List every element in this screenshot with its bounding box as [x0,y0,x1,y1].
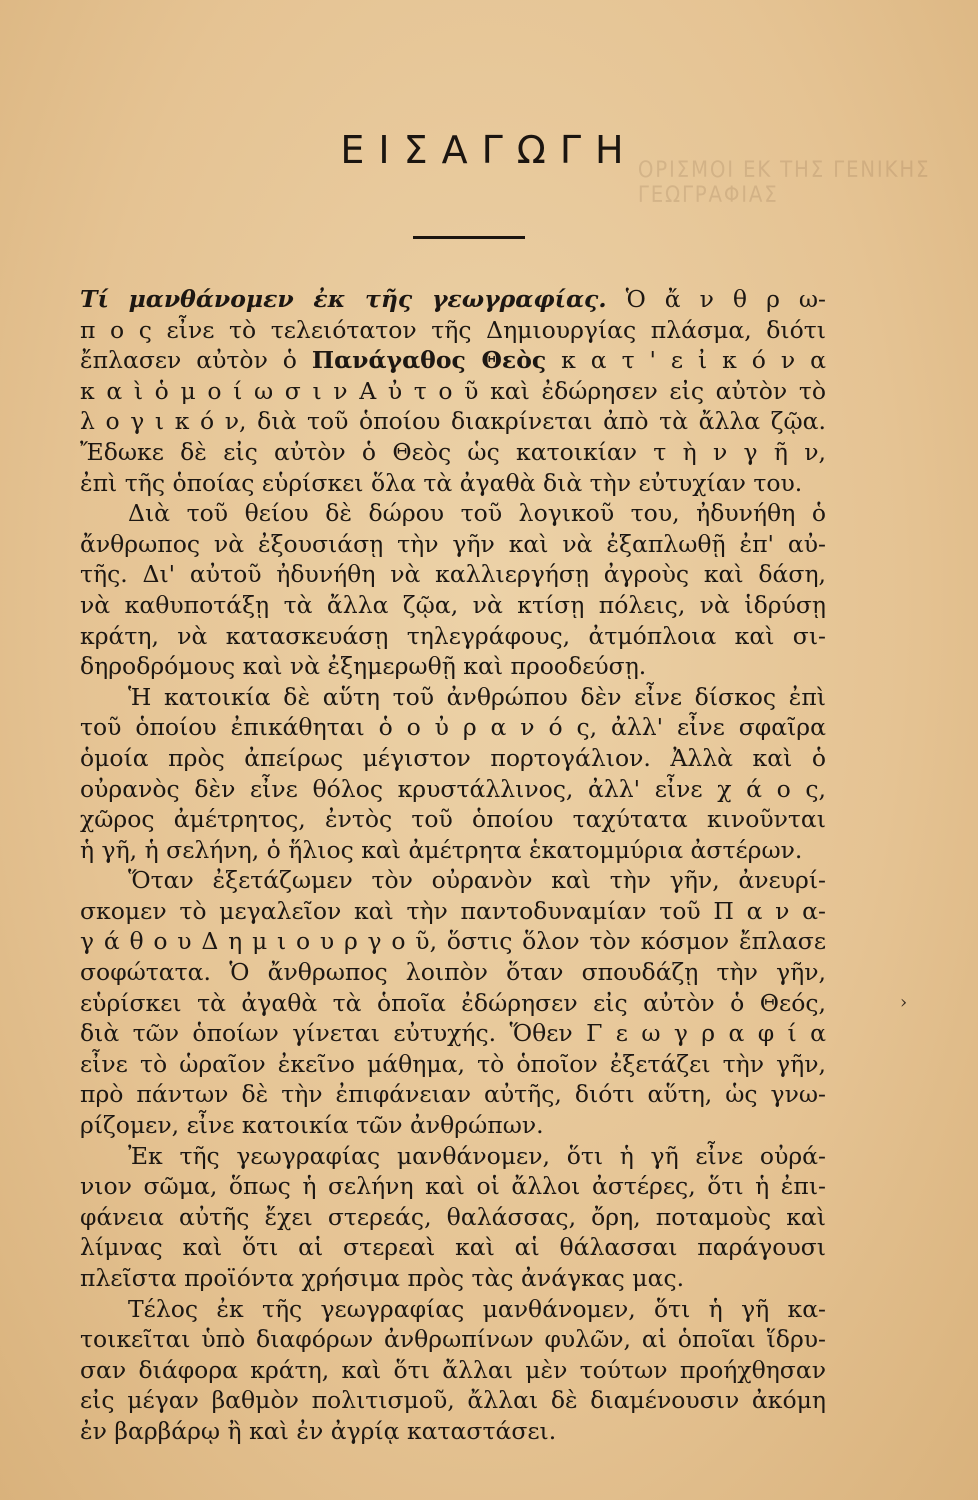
text-fragment: χῶρος ἀμέτρητος, ἐντὸς τοῦ ὁποίου ταχύτατα κινοῦνται [80,805,826,834]
text-line [80,1385,826,1416]
text-fragment: Ἡ κατοικία δὲ αὕτη τοῦ ἀνθρώπου δὲν εἶνε δίσκος ἐπὶ [128,682,826,711]
text-fragment: σκομεν τὸ μεγαλεῖον καὶ τὴν παντοδυναμίαν τοῦ Π α ν α- [80,896,826,925]
text-line [80,651,826,682]
text-fragment: Διὰ τοῦ θείου δὲ δώρου τοῦ λογικοῦ του, ἠδυνήθη ὁ [128,499,826,528]
text-fragment: ἐπὶ τῆς ὁποίας εὑρίσκει ὅλα τὰ ἀγαθὰ διὰ τὴν εὐτυχίαν του. [80,468,803,497]
text-line [80,1263,826,1294]
text-fragment: νὰ καθυποτάξῃ τὰ ἄλλα ζῷα, νὰ κτίσῃ πόλεις, νὰ ἱδρύσῃ [80,590,826,619]
text-line [80,988,826,1019]
text-fragment: ἡ γῆ, ἡ σελήνη, ὁ ἥλιος καὶ ἀμέτρητα ἑκατομμύρια ἀστέρων. [80,835,803,864]
text-line [80,1232,826,1263]
text-fragment: νιον σῶμα, ὅπως ἡ σελήνη καὶ οἱ ἄλλοι ἀστέρες, ὅτι ἡ ἐπι- [80,1172,826,1201]
text-line [80,1324,826,1355]
text-fragment: κράτη, νὰ κατασκευάσῃ τηλεγράφους, ἀτμόπλοια καὶ σι- [80,621,826,650]
text-fragment: ὁμοία πρὸς ἀπείρως μέγιστον πορτογάλιον. Ἀλλὰ καὶ ὁ [80,743,826,772]
text-line [80,406,826,437]
text-line [80,376,826,407]
text-line [80,1049,826,1080]
text-fragment: Τέλος ἐκ τῆς γεωγραφίας μανθάνομεν, ὅτι ἡ γῆ κα- [128,1294,826,1323]
text-fragment: κ α ὶ ὁ μ ο ί ω σ ι ν Α ὐ τ ο ῦ καὶ ἐδώρησεν εἰς αὐτὸν τὸ [80,376,826,405]
text-line [80,621,826,652]
text-fragment: τοικεῖται ὑπὸ διαφόρων ἀνθρωπίνων φυλῶν, αἱ ὁποῖαι ἵδρυ- [80,1325,826,1354]
text-fragment: εἰς μέγαν βαθμὸν πολιτισμοῦ, ἄλλαι δὲ διαμένουσιν ἀκόμη [80,1386,826,1415]
text-line [80,1416,826,1447]
heading-rule [413,236,525,239]
text-line [80,1355,826,1386]
text-fragment: ρίζομεν, εἶνε κατοικία τῶν ἀνθρώπων. [80,1111,544,1140]
text-fragment: πλεῖστα προϊόντα χρήσιμα πρὸς τὰς ἀνάγκας μας. [80,1264,685,1292]
text-fragment: σαν διάφορα κράτη, καὶ ὅτι ἄλλαι μὲν τούτων προήχθησαν [80,1355,826,1384]
section-lead: Τί μανθάνομεν ἐκ τῆς γεωγραφίας. [80,285,607,313]
text-line [80,529,826,560]
text-line [80,835,826,866]
text-line [80,590,826,621]
text-line [80,865,826,896]
text-line [80,774,826,805]
text-fragment: ἔπλασεν αὐτὸν ὁ [80,346,312,375]
text-line [80,743,826,774]
chapter-heading: ΕΙΣΑΓΩΓΗ [340,128,638,172]
margin-mark: › [900,992,908,1013]
text-fragment: λίμνας καὶ ὅτι αἱ στερεαὶ καὶ αἱ θάλασσαι παράγουσι [80,1233,826,1262]
bleedthrough-text: ΟΡΙΣΜΟΙ ΕΚ ΤΗΣ ΓΕΝΙΚΗΣ ΓΕΩΓΡΑΦΙΑΣ [637,158,931,208]
text-fragment: Ἐκ τῆς γεωγραφίας μανθάνομεν, ὅτι ἡ γῆ εἶνε οὐρά- [128,1141,826,1170]
text-line [80,1171,826,1202]
text-line [80,712,826,743]
text-fragment: εἶνε τὸ ὡραῖον ἐκεῖνο μάθημα, τὸ ὁποῖον ἐξετάζει τὴν γῆν, [80,1049,826,1078]
text-line [80,345,826,376]
text-fragment: δηροδρόμους καὶ νὰ ἐξημερωθῇ καὶ προοδεύσῃ. [80,652,647,681]
text-line [80,498,826,529]
text-line [80,1294,826,1325]
text-line [80,682,826,713]
text-line [80,1110,826,1141]
text-line [80,1018,826,1049]
text-line [80,284,826,315]
text-line [80,315,826,346]
text-fragment: π ο ς εἶνε τὸ τελειότατον τῆς Δημιουργίας πλάσμα, διότι [80,315,826,344]
text-line [80,896,826,927]
text-fragment: Ὁ ἄ ν θ ρ ω- [606,285,826,313]
text-line [80,1202,826,1233]
text-fragment: ἐν βαρβάρῳ ἢ καὶ ἐν ἀγρίᾳ καταστάσει. [80,1416,557,1445]
text-fragment: σοφώτατα. Ὁ ἄνθρωπος λοιπὸν ὅταν σπουδάζῃ τὴν γῆν, [80,958,826,987]
text-fragment: φάνεια αὐτῆς ἔχει στερεάς, θαλάσσας, ὄρη, ποταμοὺς καὶ [80,1202,826,1231]
text-line [80,1141,826,1172]
text-line [80,468,826,499]
text-line [80,804,826,835]
text-fragment: οὐρανὸς δὲν εἶνε θόλος κρυστάλλινος, ἀλλ' εἶνε χ ά ο ς, [80,774,826,803]
text-fragment: πρὸ πάντων δὲ τὴν ἐπιφάνειαν αὐτῆς, διότι αὕτη, ὡς γνω- [80,1080,826,1109]
text-fragment: εὑρίσκει τὰ ἀγαθὰ τὰ ὁποῖα ἐδώρησεν εἰς αὐτὸν ὁ Θεός, [80,988,826,1017]
text-fragment: Ὅταν ἐξετάζωμεν τὸν οὐρανὸν καὶ τὴν γῆν, ἀνευρί- [128,866,826,895]
text-line [80,437,826,468]
text-fragment: Ἔδωκε δὲ εἰς αὐτὸν ὁ Θεὸς ὡς κατοικίαν τ ὴ ν γ ῆ ν, [80,437,826,466]
text-line [80,926,826,957]
text-line [80,957,826,988]
text-fragment: λ ο γ ι κ ό ν, διὰ τοῦ ὁποίου διακρίνεται ἀπὸ τὰ ἄλλα ζῷα. [80,407,826,436]
body-text [80,284,826,1447]
text-fragment: τῆς. Δι' αὐτοῦ ἠδυνήθη νὰ καλλιεργήσῃ ἀγροὺς καὶ δάση, [80,560,826,589]
text-line [80,1079,826,1110]
text-fragment: διὰ τῶν ὁποίων γίνεται εὐτυχής. Ὅθεν Γ ε ω γ ρ α φ ί α [80,1019,826,1048]
text-fragment: γ ά θ ο υ Δ η μ ι ο υ ρ γ ο ῦ, ὅστις ὅλον τὸν κόσμον ἔπλασε [80,927,826,956]
bold-term: Πανάγαθος Θεὸς [311,346,547,375]
text-fragment: ἄνθρωπος νὰ ἐξουσιάσῃ τὴν γῆν καὶ νὰ ἐξαπλωθῇ ἐπ' αὐ- [80,529,826,558]
text-line [80,559,826,590]
text-fragment: κ α τ ' ε ἰ κ ό ν α [546,346,826,375]
text-fragment: τοῦ ὁποίου ἐπικάθηται ὁ ο ὐ ρ α ν ό ς, ἀλλ' εἶνε σφαῖρα [80,713,826,742]
